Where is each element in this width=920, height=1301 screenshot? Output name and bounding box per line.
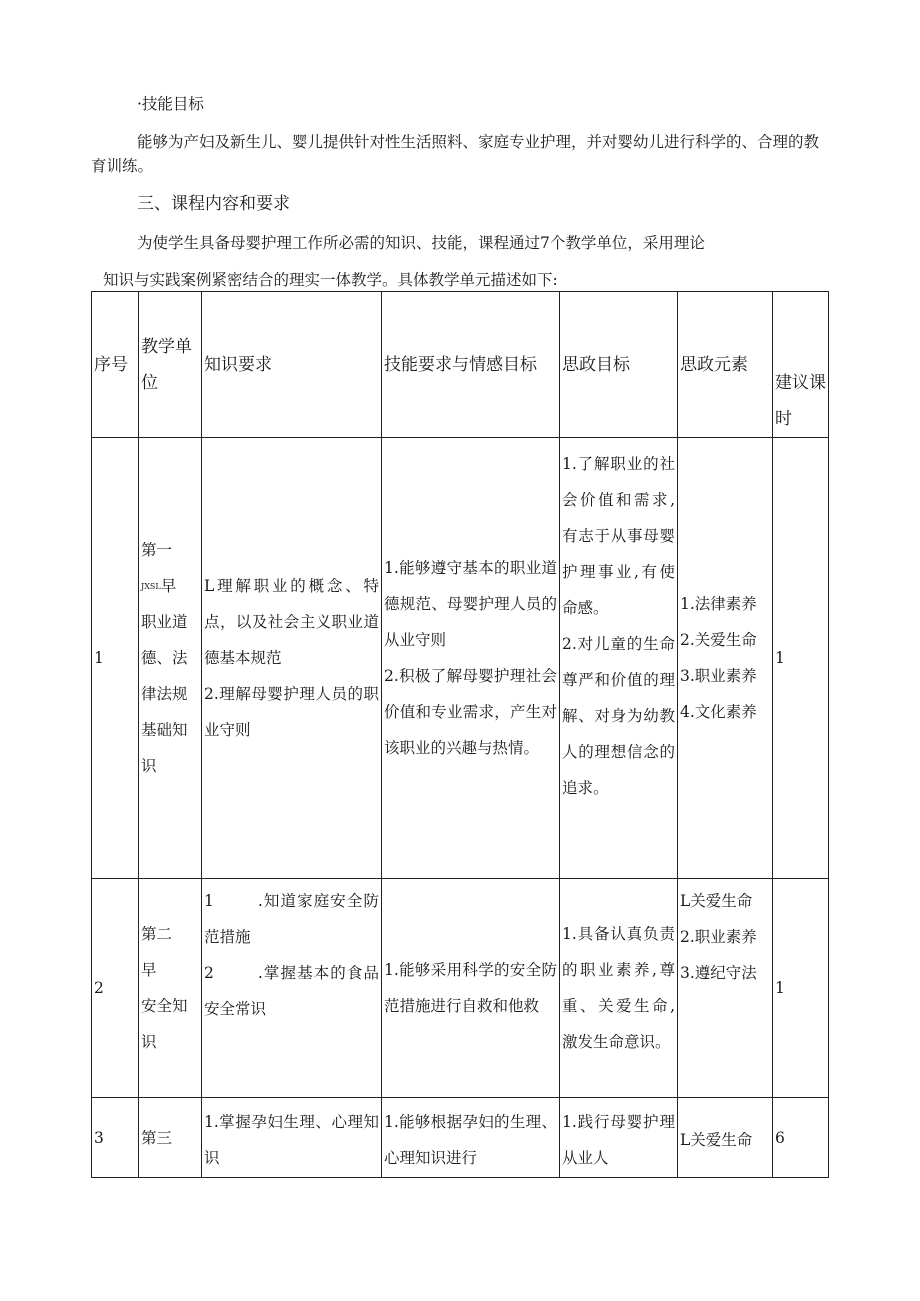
row3-hours: 6	[773, 1098, 829, 1178]
row1-ideology-elements: 1.法律素养 2.关爱生命 3.职业素养 4.文化素养	[678, 438, 773, 879]
header-ideology-elements: 思政元素	[678, 292, 773, 438]
section3-intro-line2: 知识与实践案例紧密结合的理实一体教学。具体教学单元描述如下:	[103, 271, 558, 289]
row2-unit: 第二 早 安全知识	[139, 879, 202, 1098]
header-unit: 教学单位	[139, 292, 202, 438]
row1-skill: 1.能够遵守基本的职业道德规范、母婴护理人员的从业守则 2.积极了解母婴护理社会价值和专业需求，产生对该职业的兴趣与热情。	[382, 438, 560, 879]
table-header-row	[92, 292, 829, 438]
header-hours: 建议课时	[773, 292, 829, 438]
row1-hours: 1	[773, 438, 829, 879]
row3-skill: 1.能够根据孕妇的生理、心理知识进行	[382, 1098, 560, 1178]
header-ideology-goal: 思政目标	[560, 292, 678, 438]
row2-hours: 1	[773, 879, 829, 1098]
section3-heading: 三、课程内容和要求	[137, 194, 290, 214]
table-row	[92, 879, 829, 1098]
teaching-units-table	[91, 291, 829, 1178]
row1-knowledge: L理解职业的概念、特点，以及社会主义职业道德基本规范 2.理解母婴护理人员的职业守则	[202, 438, 382, 879]
row3-ideology-elements: L关爱生命	[678, 1098, 773, 1178]
row2-skill: 1.能够采用科学的安全防范措施进行自救和他救	[382, 879, 560, 1098]
row2-ideology-goal: 1.具备认真负责的职业素养,尊重、关爱生命,激发生命意识。	[560, 879, 678, 1098]
row2-seq: 2	[92, 879, 139, 1098]
row1-ideology-goal: 1.了解职业的社会价值和需求,有志于从事母婴护理事业,有使命感。 2.对儿童的生命尊严和价值的理解、对身为幼教人的理想信念的追求。	[560, 438, 678, 879]
skill-goal-text: 能够为产妇及新生儿、婴儿提供针对性生活照料、家庭专业护理，并对婴幼儿进行科学的、合理的教育训练。	[91, 133, 820, 175]
row3-knowledge: 1.掌握孕妇生理、心理知识	[202, 1098, 382, 1178]
skill-goal-heading: ·技能目标	[137, 95, 204, 113]
row1-seq: 1	[92, 438, 139, 879]
header-seq: 序号	[92, 292, 139, 438]
row2-ideology-elements: L关爱生命 2.职业素养 3.遵纪守法	[678, 879, 773, 1098]
section3-intro-line1: 为使学生具备母婴护理工作所必需的知识、技能，课程通过7个教学单位，采用理论	[137, 234, 705, 252]
header-skill: 技能要求与情感目标	[382, 292, 560, 438]
row3-ideology-goal: 1.践行母婴护理从业人	[560, 1098, 678, 1178]
header-knowledge: 知识要求	[202, 292, 382, 438]
row3-unit: 第三	[139, 1098, 202, 1178]
table-row	[92, 1098, 829, 1178]
row2-knowledge: 1 .知道家庭安全防范措施 2 .掌握基本的食品安全常识	[202, 879, 382, 1098]
row3-seq: 3	[92, 1098, 139, 1178]
table-row	[92, 438, 829, 879]
row1-unit: 第一 JXSL早 职业道德、法律法规基础知识	[139, 438, 202, 879]
